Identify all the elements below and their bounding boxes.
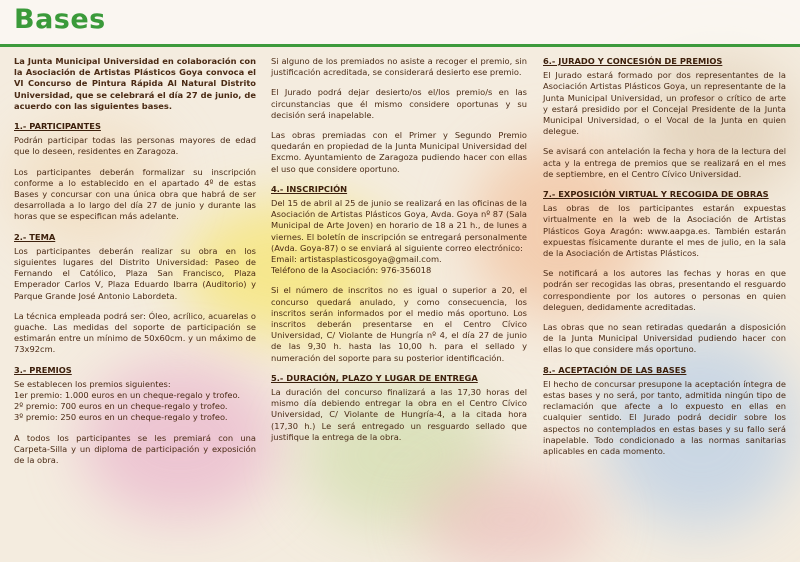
inscripcion-paragraph-1: Del 15 de abril al 25 de junio se realizará en las oficinas de la Asociación de Artistas Plásticos Goya, Avda. Goya nº 87 (Sala Municipal de Arte Joven) en horario de 18 a 21 h., de lunes a viernes. El boletín de inscripción se entregará personalmente (Avda. Goya-87) o se enviará al siguiente correo electrónico: [271, 198, 527, 253]
section-heading-tema: 2.- TEMA [14, 231, 56, 242]
aceptacion-paragraph: El hecho de concursar presupone la aceptación íntegra de estas bases y no será, por tanto, admitida ningún tipo de reclamación que afecte a lo expuesto en ellas en cualquier sentido. El Jurado podrá decidir sobre los aspectos no contemplados en estas bases y su fallo será inapelable. Todo condicionado a las normas sanitarias aplicables en cada momento. [543, 378, 786, 457]
section-heading-participantes: 1.- PARTICIPANTES [14, 121, 101, 132]
section-heading-jurado: 6.- JURADO Y CONCESIÓN DE PREMIOS [543, 56, 723, 66]
section-heading-premios: 3.- PREMIOS [14, 364, 72, 375]
duracion-paragraph: La duración del concurso finalizará a las 17,30 horas del mismo día debiendo entregar la obra en el Centro Cívico Universidad, C/ Violante de Hungría-4, a la citada hora (17,30 h.) Le será entregado un resguardo sellado que justifique la entrega de la obra. [271, 387, 527, 442]
section-heading-aceptacion: 8.- ACEPTACIÓN DE LAS BASES [543, 364, 687, 375]
column-3 [543, 56, 786, 466]
section-heading-duracion: 5.- DURACIÓN, PLAZO Y LUGAR DE ENTREGA [271, 372, 478, 383]
desierto-paragraph: Si alguno de los premiados no asiste a recoger el premio, sin justificación acreditada, se considerará desierto ese premio. [271, 56, 527, 78]
intro-paragraph: La Junta Municipal Universidad en colaboración con la Asociación de Artistas Plásticos Goya convoca el VI Concurso de Pintura Rápida Al Natural Distrito Universidad, que se celebrará el día 27 de junio, de acuerdo con las siguientes bases. [14, 56, 256, 111]
premios-paragraph-2: A todos los participantes se les premiará con una Carpeta-Silla y un diploma de participación y exposición de la obra. [14, 432, 256, 466]
obras-premiadas-paragraph: Las obras premiadas con el Primer y Segundo Premio quedarán en propiedad de la Junta Municipal Universidad del Excmo. Ayuntamiento de Zaragoza pudiendo hacer con ellas el uso que considere oportuno. [271, 130, 527, 174]
jurado-paragraph-2: Se avisará con antelación la fecha y hora de la lectura del acta y la entrega de premios que se realizará en el mes de septiembre, en el Centro Cívico Universidad. [543, 146, 786, 179]
prize-second: 2º premio: 700 euros en un cheque-regalo y trofeo. [14, 401, 228, 412]
jurado-desierto-paragraph: El Jurado podrá dejar desierto/os el/los premio/s en las circunstancias que él mismo considere oportunas y su decisión será inapelable. [271, 87, 527, 120]
page-header [0, 0, 800, 47]
page-title: Bases [14, 4, 106, 35]
prize-third: 3º premio: 250 euros en un cheque-regalo y trofeo. [14, 412, 228, 423]
premios-list [14, 390, 256, 424]
tema-paragraph-2: La técnica empleada podrá ser: Óleo, acrílico, acuarelas o guache. Las medidas del soporte de participación se estimarán entre un mínimo de 50x60cm. y un máximo de 73x92cm. [14, 310, 256, 355]
section-heading-inscripcion: 4.- INSCRIPCIÓN [271, 183, 348, 194]
tema-paragraph-1: Los participantes deberán realizar su obra en los siguientes lugares del Distrito Universidad: Paseo de Fernando el Católico, Plaza San Francisco, Plaza Emperador Carlos V, Plaza Eduardo Ibarra (Auditorio) y Parque Grande José Antonio Labordeta. [14, 245, 256, 301]
participantes-paragraph-1: Podrán participar todas las personas mayores de edad que lo deseen, residentes en Zaragoza. [14, 135, 256, 157]
inscripcion-phone: Teléfono de la Asociación: 976-356018 [271, 265, 432, 276]
inscripcion-email: Email: artistasplasticosgoya@gmail.com. [271, 254, 442, 265]
column-1 [14, 56, 256, 475]
prize-first: 1er premio: 1.000 euros en un cheque-regalo y trofeo. [14, 390, 241, 401]
section-heading-exposicion: 7.- EXPOSICIÓN VIRTUAL Y RECOGIDA DE OBRAS [543, 189, 769, 200]
column-2 [271, 56, 527, 452]
exposicion-paragraph-1: Las obras de los participantes estarán expuestas virtualmente en la web de la Asociación de Artistas Plásticos Goya Aragón: www.aapga.es. También estarán expuestas físicamente durante el mes de julio, en la sala de la Asociación de Artistas Plásticos. [543, 203, 786, 259]
participantes-paragraph-2: Los participantes deberán formalizar su inscripción conforme a lo establecido en el apartado 4º de estas Bases y concursar con una única obra que habrá de ser desarrollada a lo largo del día 27 de junio y durante las horas que se especifican más adelante. [14, 166, 256, 222]
exposicion-paragraph-3: Las obras que no sean retiradas quedarán a disposición de la Junta Municipal Universidad pudiendo hacer con ellas lo que considere más oportuno. [543, 322, 786, 355]
inscripcion-paragraph-2: Si el número de inscritos no es igual o superior a 20, el concurso quedará anulado, y como consecuencia, los inscritos serán informados por el medio más oportuno. Los inscritos deberán presentarse en el Centro Cívico Universidad, C/ Violante de Hungría nº 4, el día 27 de junio de las 9,30 h. hasta las 10,00 h. para el sellado y numeración del soporte para su posterior identificación. [271, 285, 527, 363]
premios-intro: Se establecen los premios siguientes: [14, 378, 171, 389]
jurado-paragraph-1: El Jurado estará formado por dos representantes de la Asociación Artistas Plásticos Goya, un representante de la Junta Municipal Universidad, un profesor o crítico de arte y estará presidido por el Concejal Presidente de la Junta Municipal Universidad, o el Vocal de la Junta en quien delegue. [543, 70, 786, 137]
exposicion-paragraph-2: Se notificará a los autores las fechas y horas en que podrán ser recogidas las obras, presentando el resguardo correspondiente por los autores o personas en quien deleguen, dedidamente acreditadas. [543, 268, 786, 312]
